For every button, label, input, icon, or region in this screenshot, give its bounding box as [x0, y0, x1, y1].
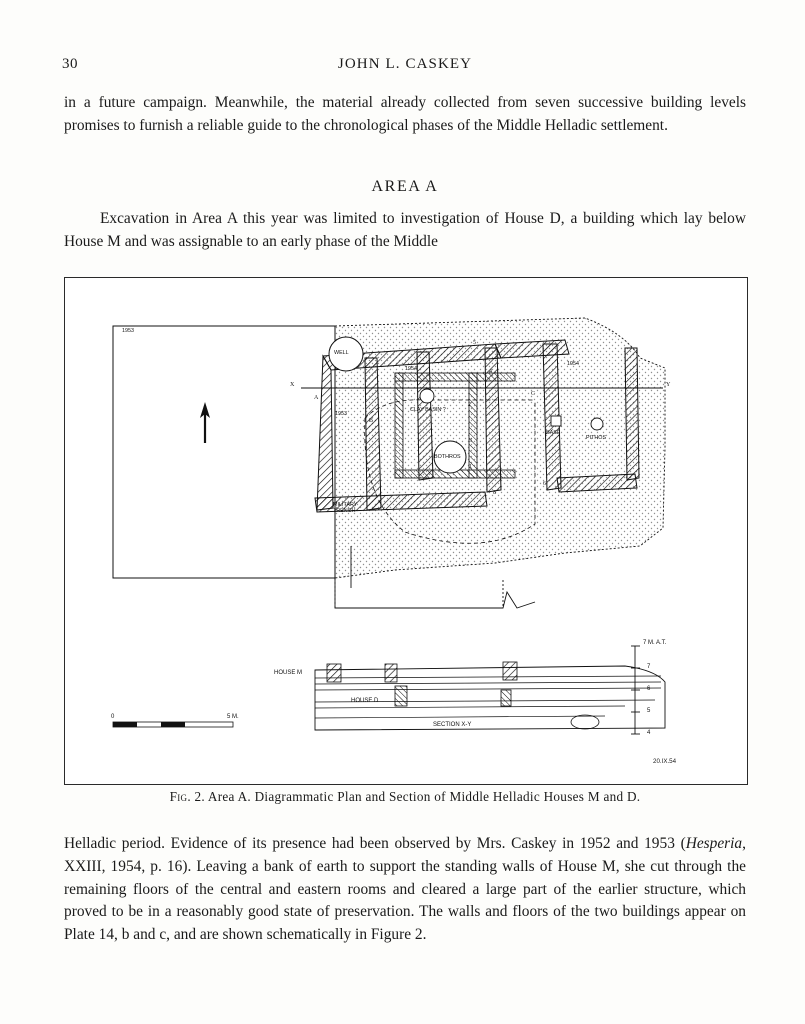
section-heading: AREA A	[371, 178, 439, 195]
plan-number-6: 6	[543, 481, 546, 487]
section-tick-6: 6	[647, 686, 651, 692]
scale-five: 5 M.	[227, 714, 239, 720]
paragraph-bottom: Helladic period. Evidence of its presence had been observed by Mrs. Caskey in 1952 and 1953 (Hesperia, XXIII, 1954, p. 16). Leaving a bank of earth to support the standing walls of House M, she cut through the remaining floors of the central and eastern rooms and cleared a large part of the earlier structure, which proved to be in a reasonably good state of preservation. The walls and floors of the two buildings appear on Plate 14, b and c, and are shown schematically in Figure 2.	[64, 835, 746, 944]
plan-label-well: WELL	[334, 350, 349, 356]
section-label-house-m: HOUSE M	[274, 670, 303, 676]
plan-room-b: B	[369, 418, 374, 424]
figure-caption-number: Fig. 2.	[169, 789, 206, 804]
paragraph-top: in a future campaign. Meanwhile, the material already collected from seven successive building levels promises to furnish a reliable guide to the chronological phases of the Middle Helladic settlement.	[64, 94, 746, 134]
plan-number-1: 1	[469, 464, 472, 470]
paragraph-second: Excavation in Area A this year was limited to investigation of House D, a building which lay below House M and was assignable to an early phase of the Middle	[64, 210, 746, 250]
plan-number-8: 8	[493, 490, 496, 496]
section-tick-5: 5	[647, 708, 651, 714]
plan-axis-x: X	[290, 382, 295, 388]
plan-number-3: 3	[469, 438, 472, 444]
drawing-date: 20.IX.54	[653, 758, 677, 765]
running-head: JOHN L. CASKEY	[337, 56, 473, 72]
scale-zero: 0	[111, 714, 115, 720]
section-tick-4: 4	[647, 730, 651, 736]
figure-2	[64, 277, 748, 785]
plan-room-a: A	[314, 395, 319, 401]
plan-label-1953-nw: 1953	[122, 328, 134, 334]
figure-caption	[64, 789, 746, 805]
plan-label-pithos: PITHOS	[586, 435, 607, 441]
plan-label-1954-a: 1954	[405, 366, 417, 372]
figure-caption-text: Area A. Diagrammatic Plan and Section of Middle Helladic Houses M and D.	[207, 789, 641, 804]
plan-room-c: C	[531, 391, 536, 397]
plan-number-7: 7	[625, 474, 628, 480]
plan-label-1953-mid: 1953	[335, 411, 347, 417]
plan-label-bothros: BOTHROS	[434, 454, 461, 460]
section-label-house-d: HOUSE D	[351, 698, 379, 704]
figure-drawing	[65, 278, 747, 784]
plan-label-military-trench: MILITARY TRENCH	[333, 502, 358, 515]
section-label-datum: 7 M. A.T.	[643, 640, 667, 646]
plan-label-clay-basin: CLAY BASIN ?	[410, 407, 446, 413]
north-arrow-icon	[200, 402, 210, 443]
plan-axis-y: Y	[666, 382, 671, 388]
page-header	[62, 56, 748, 78]
plan-number-2: 2	[468, 402, 471, 408]
section-tick-7: 7	[647, 664, 651, 670]
plan-label-base: BASE	[546, 430, 561, 436]
plan-number-5: 5	[473, 340, 476, 346]
plan-label-1954-b: 1954	[567, 361, 579, 367]
page-number: 30	[62, 56, 78, 72]
plan-number-4: 4	[489, 369, 492, 375]
section-label-title: SECTION X-Y	[433, 722, 472, 728]
